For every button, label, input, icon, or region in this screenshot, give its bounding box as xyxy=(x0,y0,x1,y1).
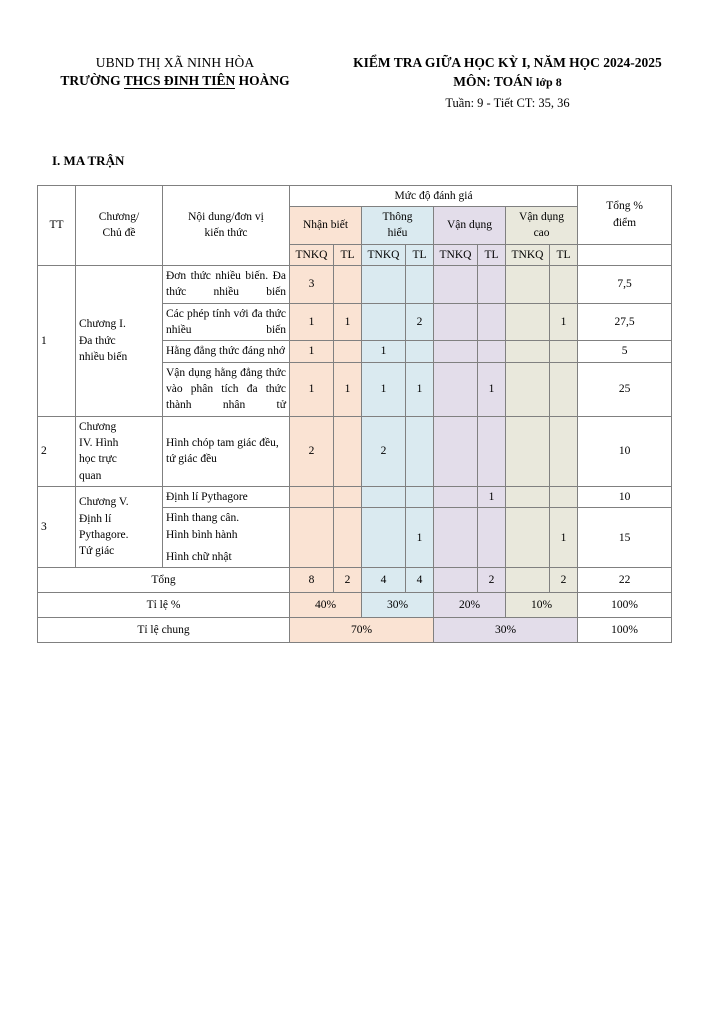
summary-percent-vdc: 10% xyxy=(506,593,578,618)
cell-th-tnkq: 1 xyxy=(362,341,406,362)
cell-th-tnkq xyxy=(362,303,406,341)
cell-vd-tnkq xyxy=(434,265,478,303)
cell-vd-tnkq xyxy=(434,508,478,568)
chapter-1-line1: Chương I. xyxy=(79,318,126,331)
cell-vdc-tl xyxy=(550,362,578,416)
cell-nb-tnkq: 1 xyxy=(290,362,334,416)
cell-vdc-tl: 1 xyxy=(550,303,578,341)
chapter-3-line2: Định lí xyxy=(79,512,112,525)
cell-vd-tnkq xyxy=(434,341,478,362)
header-level-vdc-line2: cao xyxy=(533,227,550,240)
header-sub-vdc-tl: TL xyxy=(550,244,578,265)
row-content: Đơn thức nhiều biến. Đa thức nhiều biến xyxy=(163,265,290,303)
summary-vd-tnkq xyxy=(434,568,478,593)
header-content-line1: Nội dung/đơn vị xyxy=(188,210,264,223)
cell-vdc-tnkq xyxy=(506,416,550,486)
row-content: Các phép tính với đa thức nhiều biến xyxy=(163,303,290,341)
exam-subject-main: MÔN: TOÁN xyxy=(453,74,537,90)
chapter-2-line3: học trực xyxy=(79,453,117,466)
chapter-3-line4: Tứ giác xyxy=(79,545,115,558)
header-sub-nb-tl: TL xyxy=(334,244,362,265)
chapter-2-line4: quan xyxy=(79,469,102,482)
cell-vd-tl xyxy=(478,265,506,303)
header-total-line1: Tổng % xyxy=(606,200,643,213)
cell-vdc-tnkq xyxy=(506,341,550,362)
cell-th-tnkq: 1 xyxy=(362,362,406,416)
summary-row-total xyxy=(38,568,672,593)
cell-vd-tnkq xyxy=(434,362,478,416)
school-name xyxy=(30,72,320,89)
cell-vdc-tl xyxy=(550,416,578,486)
row-tt-2: 2 xyxy=(38,416,76,486)
issuing-authority: UBND THỊ XÃ NINH HÒA xyxy=(95,55,255,70)
header-chapter-line2: Chủ đề xyxy=(102,227,136,240)
summary-label-total: Tổng xyxy=(38,568,290,593)
header-sub-nb-tnkq: TNKQ xyxy=(290,244,334,265)
cell-nb-tnkq xyxy=(290,486,334,507)
header-level-thong-hieu xyxy=(362,206,434,244)
content-line3: Hình chữ nhật xyxy=(166,550,232,563)
cell-vd-tl xyxy=(478,303,506,341)
cell-vdc-tl: 1 xyxy=(550,508,578,568)
cell-th-tl xyxy=(406,486,434,507)
chapter-1-line2: Đa thức xyxy=(79,334,116,347)
cell-row-total: 10 xyxy=(578,416,672,486)
summary-grand-total: 22 xyxy=(578,568,672,593)
header-cell-tt: TT xyxy=(38,185,76,265)
header-sub-vd-tnkq: TNKQ xyxy=(434,244,478,265)
table-row xyxy=(38,265,672,303)
header-level-vdc-line1: Vận dụng xyxy=(519,210,565,223)
cell-th-tl xyxy=(406,416,434,486)
cell-row-total: 10 xyxy=(578,486,672,507)
matrix-table xyxy=(37,185,672,644)
summary-vd-tl: 2 xyxy=(478,568,506,593)
table-row xyxy=(38,486,672,507)
summary-percent-total: 100% xyxy=(578,593,672,618)
cell-row-total: 5 xyxy=(578,341,672,362)
header-cell-total-blank xyxy=(578,244,672,265)
header-level-van-dung-cao xyxy=(506,206,578,244)
cell-vd-tl xyxy=(478,341,506,362)
cell-row-total: 15 xyxy=(578,508,672,568)
summary-overall-total: 100% xyxy=(578,618,672,643)
cell-nb-tl xyxy=(334,341,362,362)
header-sub-vd-tl: TL xyxy=(478,244,506,265)
matrix-table-container xyxy=(37,185,671,644)
summary-overall-low: 70% xyxy=(290,618,434,643)
row-content: Hằng đẳng thức đáng nhớ xyxy=(163,341,290,362)
cell-vd-tl: 1 xyxy=(478,362,506,416)
summary-nb-tl: 2 xyxy=(334,568,362,593)
row-chapter-2 xyxy=(76,416,163,486)
summary-label-percent: Tỉ lệ % xyxy=(38,593,290,618)
header-left-block xyxy=(30,54,320,90)
cell-vd-tl xyxy=(478,416,506,486)
cell-vdc-tnkq xyxy=(506,265,550,303)
cell-th-tl: 1 xyxy=(406,362,434,416)
cell-th-tnkq xyxy=(362,265,406,303)
row-content: Vận dụng hằng đẳng thức vào phân tích đa thức thành nhân tử xyxy=(163,362,290,416)
content-line2: Hình bình hành xyxy=(166,528,238,541)
summary-nb-tnkq: 8 xyxy=(290,568,334,593)
header-cell-assessment-level: Mức độ đánh giá xyxy=(290,185,578,206)
cell-vdc-tnkq xyxy=(506,508,550,568)
cell-th-tnkq: 2 xyxy=(362,416,406,486)
document-header xyxy=(0,0,725,111)
header-cell-total-percent xyxy=(578,185,672,244)
row-content xyxy=(163,508,290,568)
cell-vdc-tl xyxy=(550,265,578,303)
cell-th-tl xyxy=(406,341,434,362)
cell-nb-tnkq: 2 xyxy=(290,416,334,486)
header-level-th-line1: Thông xyxy=(382,210,413,223)
cell-nb-tl xyxy=(334,486,362,507)
header-sub-vdc-tnkq: TNKQ xyxy=(506,244,550,265)
row-chapter-1 xyxy=(76,265,163,416)
exam-subject xyxy=(320,73,695,90)
cell-vd-tnkq xyxy=(434,416,478,486)
exam-week-period: Tuần: 9 - Tiết CT: 35, 36 xyxy=(445,95,570,110)
cell-row-total: 7,5 xyxy=(578,265,672,303)
school-name-underlined: THCS ĐINH TIÊN xyxy=(123,73,236,89)
header-row-1 xyxy=(38,185,672,206)
cell-nb-tnkq: 3 xyxy=(290,265,334,303)
header-cell-chapter xyxy=(76,185,163,265)
row-chapter-3 xyxy=(76,486,163,567)
cell-vd-tnkq xyxy=(434,303,478,341)
section-heading-matrix: I. MA TRẬN xyxy=(52,152,125,168)
chapter-3-line1: Chương V. xyxy=(79,496,129,509)
cell-nb-tl xyxy=(334,508,362,568)
summary-vdc-tl: 2 xyxy=(550,568,578,593)
summary-row-overall xyxy=(38,618,672,643)
cell-th-tnkq xyxy=(362,508,406,568)
cell-nb-tnkq: 1 xyxy=(290,303,334,341)
header-chapter-line1: Chương/ xyxy=(98,210,140,223)
table-body xyxy=(38,265,672,642)
cell-th-tl: 2 xyxy=(406,303,434,341)
cell-nb-tnkq xyxy=(290,508,334,568)
cell-row-total: 25 xyxy=(578,362,672,416)
row-content: Định lí Pythagore xyxy=(163,486,290,507)
header-level-van-dung xyxy=(434,206,506,244)
school-name-prefix: TRƯỜNG xyxy=(60,73,124,89)
header-content-line2: kiến thức xyxy=(204,227,248,240)
cell-nb-tl: 1 xyxy=(334,303,362,341)
cell-vdc-tnkq xyxy=(506,486,550,507)
cell-nb-tl xyxy=(334,416,362,486)
summary-th-tnkq: 4 xyxy=(362,568,406,593)
cell-vdc-tnkq xyxy=(506,362,550,416)
content-line1: Hình thang cân. xyxy=(166,512,240,525)
summary-percent-nb: 40% xyxy=(290,593,362,618)
cell-vdc-tl xyxy=(550,341,578,362)
school-name-suffix: HOÀNG xyxy=(235,73,290,89)
exam-subject-grade: lớp 8 xyxy=(536,75,562,90)
header-level-th-line2: hiểu xyxy=(387,227,408,240)
row-tt-3: 3 xyxy=(38,486,76,567)
chapter-2-line2: IV. Hình xyxy=(79,436,119,449)
summary-vdc-tnkq xyxy=(506,568,550,593)
header-level-vd-line1: Vận dụng xyxy=(446,219,493,232)
row-tt-1: 1 xyxy=(38,265,76,416)
header-sub-th-tl: TL xyxy=(406,244,434,265)
summary-percent-vd: 20% xyxy=(434,593,506,618)
cell-nb-tl xyxy=(334,265,362,303)
cell-row-total: 27,5 xyxy=(578,303,672,341)
summary-label-overall: Tỉ lệ chung xyxy=(38,618,290,643)
cell-vdc-tl xyxy=(550,486,578,507)
header-level-nb-line1: Nhận biết xyxy=(302,219,349,232)
exam-title: KIỂM TRA GIỮA HỌC KỲ I, NĂM HỌC 2024-2025 xyxy=(353,55,662,70)
summary-th-tl: 4 xyxy=(406,568,434,593)
summary-overall-high: 30% xyxy=(434,618,578,643)
summary-row-percent xyxy=(38,593,672,618)
cell-nb-tl: 1 xyxy=(334,362,362,416)
cell-nb-tnkq: 1 xyxy=(290,341,334,362)
chapter-1-line3: nhiều biến xyxy=(79,350,128,363)
header-total-line2: điểm xyxy=(613,216,637,229)
summary-percent-th: 30% xyxy=(362,593,434,618)
cell-vd-tnkq xyxy=(434,486,478,507)
cell-th-tl: 1 xyxy=(406,508,434,568)
cell-vd-tl xyxy=(478,508,506,568)
header-cell-content xyxy=(163,185,290,265)
chapter-2-line1: Chương xyxy=(79,420,117,433)
row-content: Hình chóp tam giác đều, tứ giác đều xyxy=(163,416,290,486)
header-sub-th-tnkq: TNKQ xyxy=(362,244,406,265)
table-row xyxy=(38,416,672,486)
cell-th-tnkq xyxy=(362,486,406,507)
cell-vdc-tnkq xyxy=(506,303,550,341)
header-level-nhan-biet xyxy=(290,206,362,244)
cell-th-tl xyxy=(406,265,434,303)
header-right-block xyxy=(320,54,695,111)
cell-vd-tl: 1 xyxy=(478,486,506,507)
table-header xyxy=(38,185,672,265)
chapter-3-line3: Pythagore. xyxy=(79,529,129,542)
